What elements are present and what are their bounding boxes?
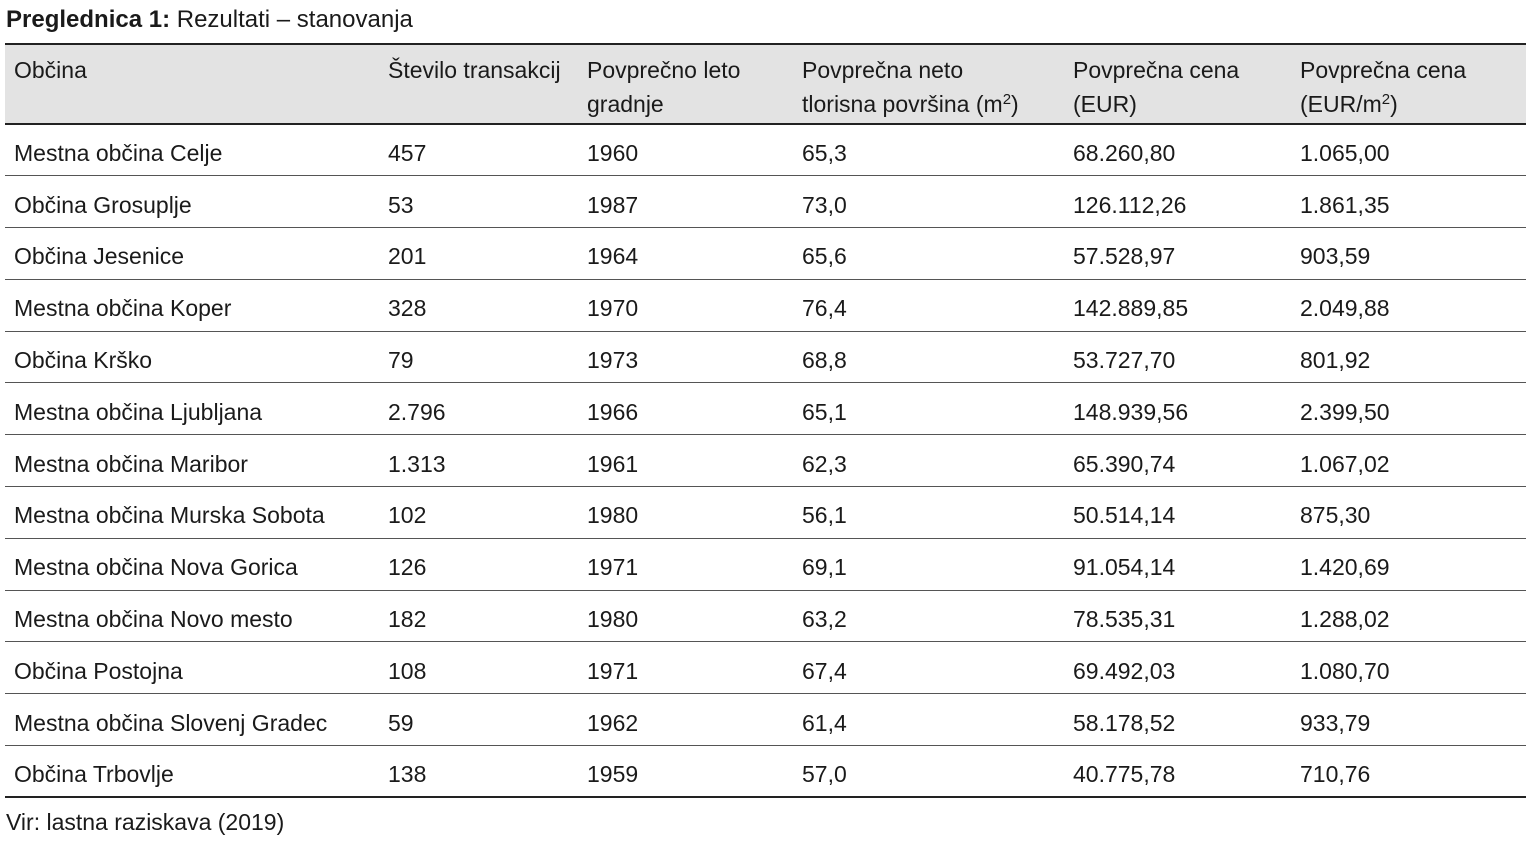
table-row [5, 487, 1526, 539]
cell-avg-price-per-m2: 1.288,02 [1291, 590, 1526, 642]
header-floor-area [793, 44, 1064, 124]
cell-avg-price: 68.260,80 [1064, 124, 1291, 176]
cell-avg-price-per-m2: 933,79 [1291, 694, 1526, 746]
cell-avg-price: 126.112,26 [1064, 176, 1291, 228]
cell-municipality: Mestna občina Murska Sobota [5, 487, 379, 539]
cell-municipality: Mestna občina Nova Gorica [5, 538, 379, 590]
cell-build-year: 1960 [578, 124, 793, 176]
table-body [5, 124, 1526, 797]
cell-transactions: 2.796 [379, 383, 578, 435]
cell-avg-price: 58.178,52 [1064, 694, 1291, 746]
cell-build-year: 1980 [578, 590, 793, 642]
cell-avg-price: 57.528,97 [1064, 228, 1291, 280]
cell-floor-area: 73,0 [793, 176, 1064, 228]
header-build-year [578, 44, 793, 124]
cell-municipality: Občina Postojna [5, 642, 379, 694]
header-avg-price [1064, 44, 1291, 124]
cell-avg-price: 53.727,70 [1064, 331, 1291, 383]
cell-build-year: 1964 [578, 228, 793, 280]
header-municipality [5, 44, 379, 124]
cell-avg-price-per-m2: 903,59 [1291, 228, 1526, 280]
table-row [5, 331, 1526, 383]
cell-avg-price: 50.514,14 [1064, 487, 1291, 539]
cell-municipality: Mestna občina Ljubljana [5, 383, 379, 435]
cell-avg-price-per-m2: 875,30 [1291, 487, 1526, 539]
cell-transactions: 59 [379, 694, 578, 746]
cell-municipality: Občina Trbovlje [5, 746, 379, 798]
cell-floor-area: 57,0 [793, 746, 1064, 798]
cell-avg-price-per-m2: 801,92 [1291, 331, 1526, 383]
cell-transactions: 126 [379, 538, 578, 590]
cell-municipality: Občina Jesenice [5, 228, 379, 280]
header-avg-price-per-m2 [1291, 44, 1526, 124]
cell-floor-area: 65,6 [793, 228, 1064, 280]
cell-transactions: 1.313 [379, 435, 578, 487]
cell-avg-price: 78.535,31 [1064, 590, 1291, 642]
cell-floor-area: 65,1 [793, 383, 1064, 435]
cell-avg-price: 65.390,74 [1064, 435, 1291, 487]
cell-transactions: 108 [379, 642, 578, 694]
cell-floor-area: 67,4 [793, 642, 1064, 694]
header-text-after: ) [1011, 91, 1019, 117]
table-row [5, 279, 1526, 331]
header-line-with-unit [802, 87, 1064, 121]
header-line: Povprečna neto [802, 57, 964, 83]
superscript: 2 [1002, 91, 1012, 108]
cell-municipality: Mestna občina Koper [5, 279, 379, 331]
cell-build-year: 1966 [578, 383, 793, 435]
header-text-after: ) [1390, 91, 1398, 117]
header-line: (EUR) [1073, 91, 1137, 117]
cell-build-year: 1987 [578, 176, 793, 228]
cell-floor-area: 56,1 [793, 487, 1064, 539]
header-text: tlorisna površina (m [802, 91, 1003, 117]
cell-avg-price-per-m2: 2.399,50 [1291, 383, 1526, 435]
cell-floor-area: 69,1 [793, 538, 1064, 590]
header-text: (EUR/m [1300, 91, 1382, 117]
table-row [5, 383, 1526, 435]
cell-municipality: Mestna občina Slovenj Gradec [5, 694, 379, 746]
table-row [5, 590, 1526, 642]
cell-floor-area: 76,4 [793, 279, 1064, 331]
header-line: Povprečna cena [1300, 57, 1467, 83]
cell-avg-price-per-m2: 1.861,35 [1291, 176, 1526, 228]
results-table-container [5, 43, 1526, 798]
table-header [5, 44, 1526, 124]
cell-transactions: 457 [379, 124, 578, 176]
header-row [5, 44, 1526, 124]
cell-municipality: Občina Grosuplje [5, 176, 379, 228]
table-row [5, 124, 1526, 176]
cell-build-year: 1970 [578, 279, 793, 331]
cell-avg-price: 142.889,85 [1064, 279, 1291, 331]
cell-municipality: Mestna občina Novo mesto [5, 590, 379, 642]
header-line: Povprečno leto [587, 57, 741, 83]
cell-transactions: 138 [379, 746, 578, 798]
table-row [5, 228, 1526, 280]
cell-floor-area: 61,4 [793, 694, 1064, 746]
table-row [5, 642, 1526, 694]
header-transactions [379, 44, 578, 124]
superscript: 2 [1381, 91, 1391, 108]
table-caption [6, 4, 413, 36]
cell-build-year: 1973 [578, 331, 793, 383]
cell-floor-area: 63,2 [793, 590, 1064, 642]
results-table [5, 43, 1526, 798]
cell-floor-area: 62,3 [793, 435, 1064, 487]
source-note: Vir: lastna raziskava (2019) [6, 809, 285, 835]
cell-transactions: 102 [379, 487, 578, 539]
cell-avg-price-per-m2: 1.080,70 [1291, 642, 1526, 694]
table-row [5, 746, 1526, 798]
header-line: Število transakcij [388, 57, 561, 83]
cell-avg-price: 91.054,14 [1064, 538, 1291, 590]
header-line: Povprečna cena [1073, 57, 1240, 83]
cell-avg-price-per-m2: 710,76 [1291, 746, 1526, 798]
cell-avg-price-per-m2: 1.065,00 [1291, 124, 1526, 176]
header-line-with-unit [1300, 87, 1526, 121]
header-line: Občina [14, 57, 87, 83]
cell-build-year: 1962 [578, 694, 793, 746]
cell-floor-area: 68,8 [793, 331, 1064, 383]
cell-transactions: 79 [379, 331, 578, 383]
cell-floor-area: 65,3 [793, 124, 1064, 176]
cell-avg-price: 148.939,56 [1064, 383, 1291, 435]
caption-title: Rezultati – stanovanja [176, 6, 413, 33]
cell-avg-price-per-m2: 1.067,02 [1291, 435, 1526, 487]
cell-avg-price: 40.775,78 [1064, 746, 1291, 798]
cell-municipality: Mestna občina Celje [5, 124, 379, 176]
cell-build-year: 1980 [578, 487, 793, 539]
cell-transactions: 53 [379, 176, 578, 228]
cell-municipality: Mestna občina Maribor [5, 435, 379, 487]
table-row [5, 176, 1526, 228]
cell-build-year: 1959 [578, 746, 793, 798]
cell-transactions: 328 [379, 279, 578, 331]
cell-transactions: 201 [379, 228, 578, 280]
cell-build-year: 1971 [578, 538, 793, 590]
cell-municipality: Občina Krško [5, 331, 379, 383]
cell-avg-price: 69.492,03 [1064, 642, 1291, 694]
header-line: gradnje [587, 91, 664, 117]
cell-avg-price-per-m2: 2.049,88 [1291, 279, 1526, 331]
cell-build-year: 1971 [578, 642, 793, 694]
caption-label: Preglednica 1: [6, 6, 171, 33]
cell-build-year: 1961 [578, 435, 793, 487]
cell-avg-price-per-m2: 1.420,69 [1291, 538, 1526, 590]
cell-transactions: 182 [379, 590, 578, 642]
table-row [5, 694, 1526, 746]
table-row [5, 538, 1526, 590]
table-row [5, 435, 1526, 487]
